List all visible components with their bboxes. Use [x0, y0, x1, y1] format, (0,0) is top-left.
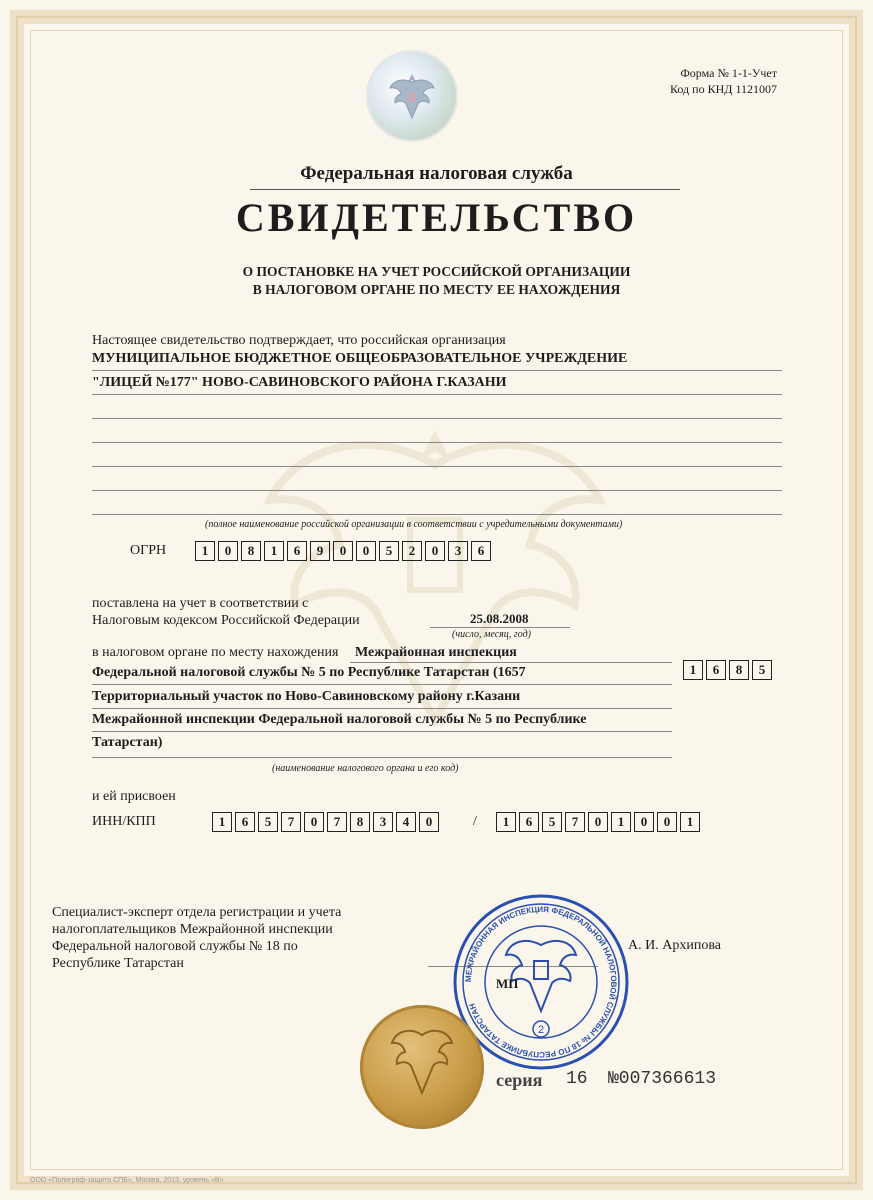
digit-cell: 1	[496, 812, 516, 832]
kpp-cells	[496, 812, 703, 832]
digit-cell: 7	[281, 812, 301, 832]
digit-cell: 1	[611, 812, 631, 832]
digit-cell: 0	[356, 541, 376, 561]
underline	[92, 418, 782, 419]
digit-cell: 8	[350, 812, 370, 832]
eagle-icon	[387, 68, 437, 124]
digit-cell: 5	[752, 660, 772, 680]
underline	[430, 627, 570, 628]
underline	[92, 684, 672, 685]
underline	[92, 442, 782, 443]
stamp-number: 2	[537, 1024, 545, 1036]
certificate-intro: Настоящее свидетельство подтверждает, что российская организация	[92, 333, 506, 348]
digit-cell: 0	[304, 812, 324, 832]
underline	[92, 708, 672, 709]
digit-cell: 0	[425, 541, 445, 561]
underline	[92, 757, 672, 758]
digit-cell: 5	[258, 812, 278, 832]
series-value: 16	[566, 1069, 588, 1089]
seal-eagle-icon	[360, 1005, 484, 1129]
underline	[92, 514, 782, 515]
digit-cell: 7	[327, 812, 347, 832]
digit-cell: 5	[542, 812, 562, 832]
agency-title: Федеральная налоговая служба	[300, 163, 573, 184]
digit-cell: 0	[333, 541, 353, 561]
signatory-name: А. И. Архипова	[628, 938, 721, 953]
digit-cell: 6	[287, 541, 307, 561]
date-caption: (число, месяц, год)	[452, 629, 531, 640]
digit-cell: 8	[729, 660, 749, 680]
underline	[92, 731, 672, 732]
authority-caption: (наименование налогового органа и его код)	[272, 763, 459, 774]
digit-cell: 1	[680, 812, 700, 832]
digit-cell: 0	[588, 812, 608, 832]
digit-cell: 1	[264, 541, 284, 561]
document-subtitle	[0, 263, 873, 299]
digit-cell: 1	[212, 812, 232, 832]
gold-seal	[360, 1005, 484, 1129]
underline	[92, 370, 782, 371]
digit-cell: 1	[683, 660, 703, 680]
position-line: Специалист-эксперт отдела регистрации и учета	[52, 905, 342, 920]
subtitle-line: О ПОСТАНОВКЕ НА УЧЕТ РОССИЙСКОЙ ОРГАНИЗАЦИИ	[242, 264, 631, 279]
digit-cell: 2	[402, 541, 422, 561]
ogrn-label: ОГРН	[130, 543, 167, 558]
underline	[92, 466, 782, 467]
digit-cell: 0	[419, 812, 439, 832]
registration-text: в налоговом органе по месту нахождения	[92, 645, 339, 660]
organization-name-line: "ЛИЦЕЙ №177" НОВО-САВИНОВСКОГО РАЙОНА Г.КАЗАНИ	[92, 375, 507, 390]
assigned-text: и ей присвоен	[92, 789, 176, 804]
underline	[92, 490, 782, 491]
position-line: Федеральной налоговой службы № 18 по	[52, 939, 298, 954]
ogrn-cells	[195, 541, 494, 561]
knd-code: Код по КНД 1121007	[670, 82, 777, 96]
digit-cell: 1	[195, 541, 215, 561]
mp-label: МП	[496, 976, 519, 991]
authority-line: Территориальный участок по Ново-Савиновскому району г.Казани	[92, 689, 521, 704]
inn-cells	[212, 812, 442, 832]
subtitle-line: В НАЛОГОВОМ ОРГАНЕ ПО МЕСТУ ЕЕ НАХОЖДЕНИЯ	[252, 282, 621, 297]
digit-cell: 4	[396, 812, 416, 832]
digit-cell: 8	[241, 541, 261, 561]
form-number-block	[670, 65, 777, 97]
authority-line: Межрайонная инспекция	[355, 645, 517, 660]
digit-cell: 7	[565, 812, 585, 832]
organization-name-line: МУНИЦИПАЛЬНОЕ БЮДЖЕТНОЕ ОБЩЕОБРАЗОВАТЕЛЬНОЕ УЧРЕЖДЕНИЕ	[92, 351, 628, 366]
digit-cell: 6	[235, 812, 255, 832]
form-number: Форма № 1-1-Учет	[680, 66, 777, 80]
authority-line: Межрайонной инспекции Федеральной налоговой службы № 5 по Республике	[92, 712, 587, 727]
digit-cell: 0	[218, 541, 238, 561]
registration-text: поставлена на учет в соответствии с	[92, 596, 309, 611]
registration-date: 25.08.2008	[470, 611, 529, 626]
digit-cell: 0	[634, 812, 654, 832]
signatory-position	[52, 904, 341, 972]
document-title: СВИДЕТЕЛЬСТВО	[235, 195, 638, 240]
digit-cell: 0	[657, 812, 677, 832]
digit-cell: 6	[471, 541, 491, 561]
digit-cell: 3	[448, 541, 468, 561]
underline	[92, 394, 782, 395]
title-divider	[250, 189, 680, 190]
inn-kpp-separator: /	[473, 814, 477, 829]
authority-line: Татарстан)	[92, 735, 163, 750]
hologram-emblem	[366, 50, 458, 142]
underline	[350, 662, 672, 663]
stamp-ring-text: МЕЖРАЙОННАЯ ИНСПЕКЦИЯ ФЕДЕРАЛЬНОЙ НАЛОГОВОЙ СЛУЖБЫ № 18 ПО РЕСПУБЛИКЕ ТАТАРСТАН	[463, 904, 619, 1060]
digit-cell: 5	[379, 541, 399, 561]
position-line: налогоплательщиков Межрайонной инспекции	[52, 922, 333, 937]
inn-kpp-label: ИНН/КПП	[92, 814, 156, 829]
digit-cell: 6	[706, 660, 726, 680]
authority-line: Федеральной налоговой службы № 5 по Республике Татарстан (1657	[92, 665, 526, 680]
organization-name-caption: (полное наименование российской организации в соответствии с учредительными документами)	[205, 519, 623, 530]
printer-imprint: ООО «Полиграф-защита СПБ», Москва, 2013, уровень «В»	[30, 1177, 224, 1184]
digit-cell: 3	[373, 812, 393, 832]
serial-number: №007366613	[608, 1069, 717, 1089]
digit-cell: 9	[310, 541, 330, 561]
authority-code-cells	[683, 660, 775, 680]
position-line: Республике Татарстан	[52, 956, 184, 971]
registration-text: Налоговым кодексом Российской Федерации	[92, 613, 360, 628]
digit-cell: 6	[519, 812, 539, 832]
series-label: серия	[496, 1070, 543, 1090]
